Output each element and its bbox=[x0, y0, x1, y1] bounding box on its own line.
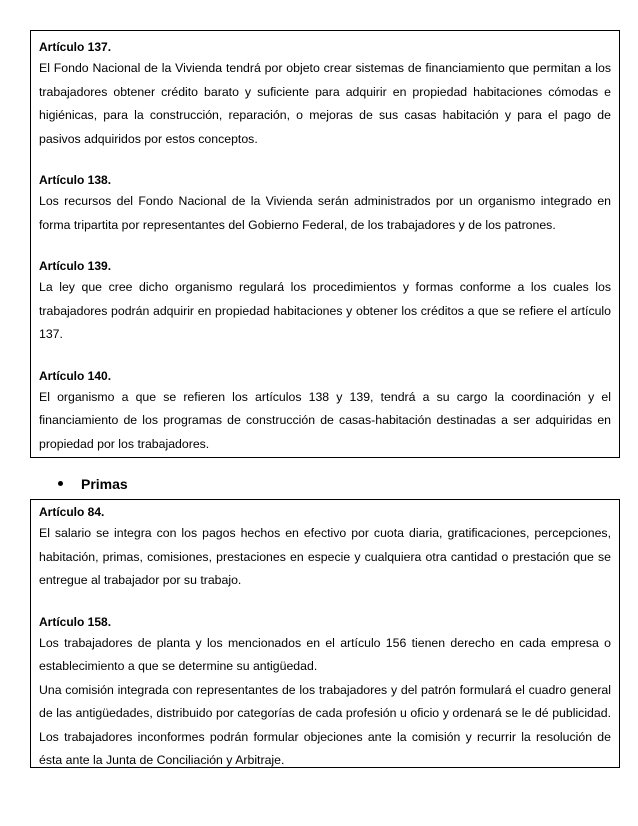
article-heading: Artículo 138. bbox=[39, 173, 112, 187]
article-heading: Artículo 158. bbox=[39, 614, 112, 629]
article-text-continued: Una comisión integrada con representantes de los trabajadores y del patrón formulará el cuadro general de las antigüedades, distribuido por categorías de cada profesión u oficio y ordenará se le dé publicidad. Los trabajadores inconformes podrán formular objeciones ante la comisión y recurrir la resolución de ésta ante la Junta de Conciliación y Arbitraje. bbox=[39, 682, 611, 767]
articles-box-primas bbox=[30, 499, 620, 768]
bullet-dot-icon bbox=[58, 481, 63, 486]
article-text: El Fondo Nacional de la Vivienda tendrá por objeto crear sistemas de financiamiento que permitan a los trabajadores obtener crédito barato y suficiente para adquirir en propiedad habitaciones cómodas e higiénicas, para la construcción, reparación, o mejoras de sus casas habitación y para el pago de pasivos adquiridos por estos conceptos. bbox=[39, 61, 611, 146]
articles-box-vivienda bbox=[30, 30, 620, 458]
article-text: El salario se integra con los pagos hechos en efectivo por cuota diaria, gratificaciones, percepciones, habitación, primas, comisiones, prestaciones en especie y cualquiera otra cantidad o prestación que se entregue al trabajador por su trabajo. bbox=[39, 526, 611, 587]
article-text: El organismo a que se refieren los artículos 138 y 139, tendrá a su cargo la coordinación y el financiamiento de los programas de construcción de casas-habitación destinadas a ser adquiridas en propiedad por los trabajadores. bbox=[39, 389, 611, 451]
article-heading: Artículo 84. bbox=[39, 505, 105, 519]
section-bullet-primas bbox=[58, 476, 128, 492]
article-heading: Artículo 137. bbox=[39, 40, 112, 54]
article-text: Los recursos del Fondo Nacional de la Vivienda serán administrados por un organismo integrado en forma tripartita por representantes del Gobierno Federal, de los trabajadores y de los patrones. bbox=[39, 194, 611, 232]
article-text: Los trabajadores de planta y los mencionados en el artículo 156 tienen derecho en cada empresa o establecimiento a que se determine su antigüedad. bbox=[39, 635, 611, 673]
article-text: La ley que cree dicho organismo regulará los procedimientos y formas conforme a los cuales los trabajadores podrán adquirir en propiedad habitaciones y obtener los créditos a que se refiere el artículo 137. bbox=[39, 280, 611, 341]
article-heading: Artículo 140. bbox=[39, 368, 112, 383]
section-title: Primas bbox=[81, 476, 128, 492]
article-heading: Artículo 139. bbox=[39, 259, 112, 273]
